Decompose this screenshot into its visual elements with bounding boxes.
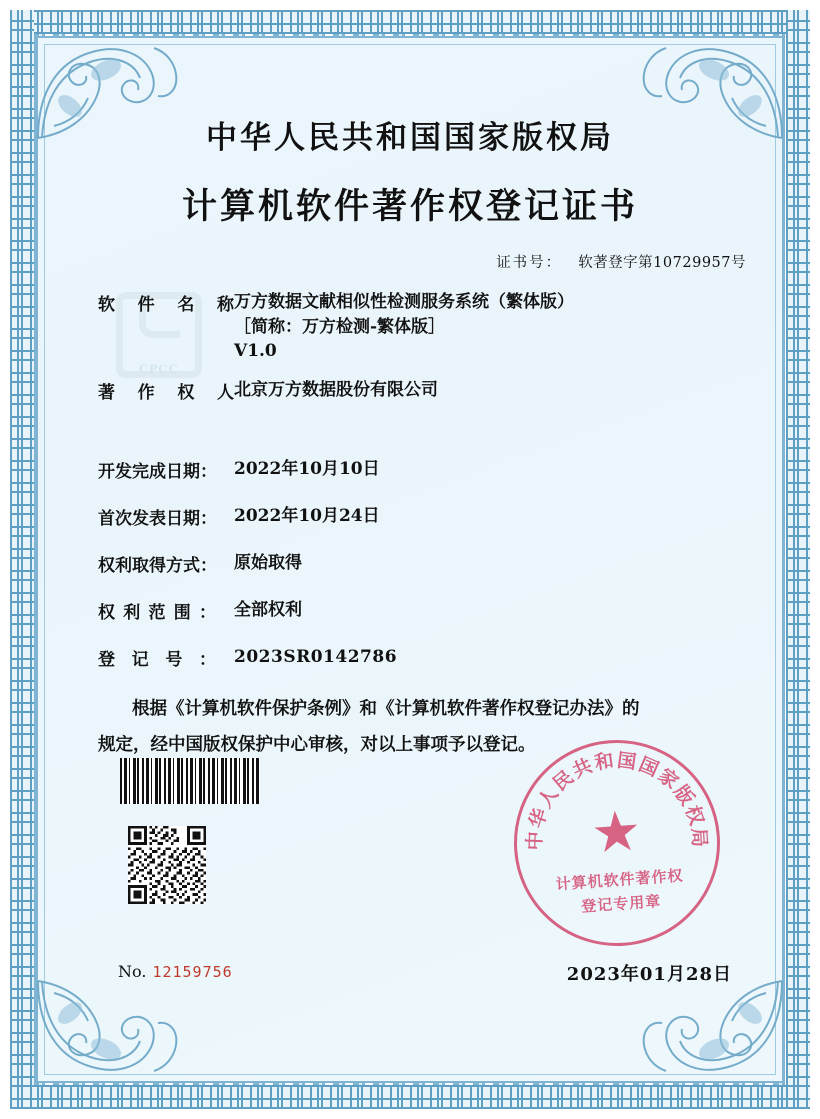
field-value: 2022年10月24日	[234, 505, 380, 526]
field-first-publication-date	[98, 504, 760, 529]
greek-key-border-top	[10, 10, 810, 34]
software-name-main: 万方数据文献相似性检测服务系统（繁体版）	[234, 292, 574, 312]
certificate-number	[60, 251, 760, 272]
certificate-number-label: 证书号：	[496, 255, 563, 271]
field-value: 2022年10月10日	[234, 458, 380, 479]
field-rights-acquisition-method	[98, 551, 760, 576]
date-field-list	[98, 457, 760, 670]
svg-text:中华人民共和国国家版权局: 中华人民共和国国家版权局	[523, 749, 711, 851]
field-rights-scope	[98, 598, 760, 623]
field-software-name	[98, 290, 760, 364]
field-label: 著作权人	[98, 382, 234, 403]
field-label: 开发完成日期：	[98, 461, 217, 482]
field-label: 首次发表日期：	[98, 508, 217, 529]
qr-code	[128, 826, 206, 904]
serial-value: 12159756	[152, 963, 233, 981]
field-value: 原始取得	[234, 552, 302, 573]
seal-star-icon: ★	[589, 800, 644, 866]
field-label: 登记号：	[98, 649, 216, 670]
barcode	[120, 758, 260, 804]
field-label: 权利取得方式：	[98, 555, 217, 576]
greek-key-border-left	[10, 10, 34, 1109]
field-value: 全部权利	[234, 599, 302, 620]
greek-key-border-bottom	[10, 1085, 810, 1109]
field-label: 软件名称	[98, 295, 234, 315]
seal-line-2: 登记专用章	[580, 892, 662, 916]
software-version: V1.0	[234, 341, 277, 362]
seal-line-1: 计算机软件著作权	[555, 866, 685, 894]
issue-date: 2023年01月28日	[566, 964, 732, 985]
certificate-title: 计算机软件著作权登记证书	[181, 186, 638, 227]
cpcc-watermark-logo: CPCC	[116, 292, 202, 378]
field-value: 北京万方数据股份有限公司	[234, 379, 438, 400]
field-label: 权利范围：	[98, 602, 216, 623]
greek-key-border-right	[786, 10, 810, 1109]
field-list	[60, 290, 760, 670]
statement-line-2: 规定，经中国版权保护中心审核，对以上事项予以登记。	[98, 734, 536, 755]
software-name-short: ［简称：万方检测-繁体版］	[234, 316, 446, 337]
field-registration-number	[98, 645, 760, 670]
official-seal	[507, 733, 727, 953]
field-value	[234, 290, 574, 364]
statement-line-1: 根据《计算机软件保护条例》和《计算机软件著作权登记办法》的	[132, 698, 640, 719]
field-value: 2023SR0142786	[234, 646, 398, 667]
serial-number	[118, 962, 233, 981]
issuing-authority: 中华人民共和国国家版权局	[206, 120, 614, 156]
serial-label: No.	[118, 962, 147, 981]
field-copyright-owner	[98, 378, 760, 403]
certificate-number-value: 软著登字第10729957号	[578, 255, 746, 271]
field-development-completion-date	[98, 457, 760, 482]
